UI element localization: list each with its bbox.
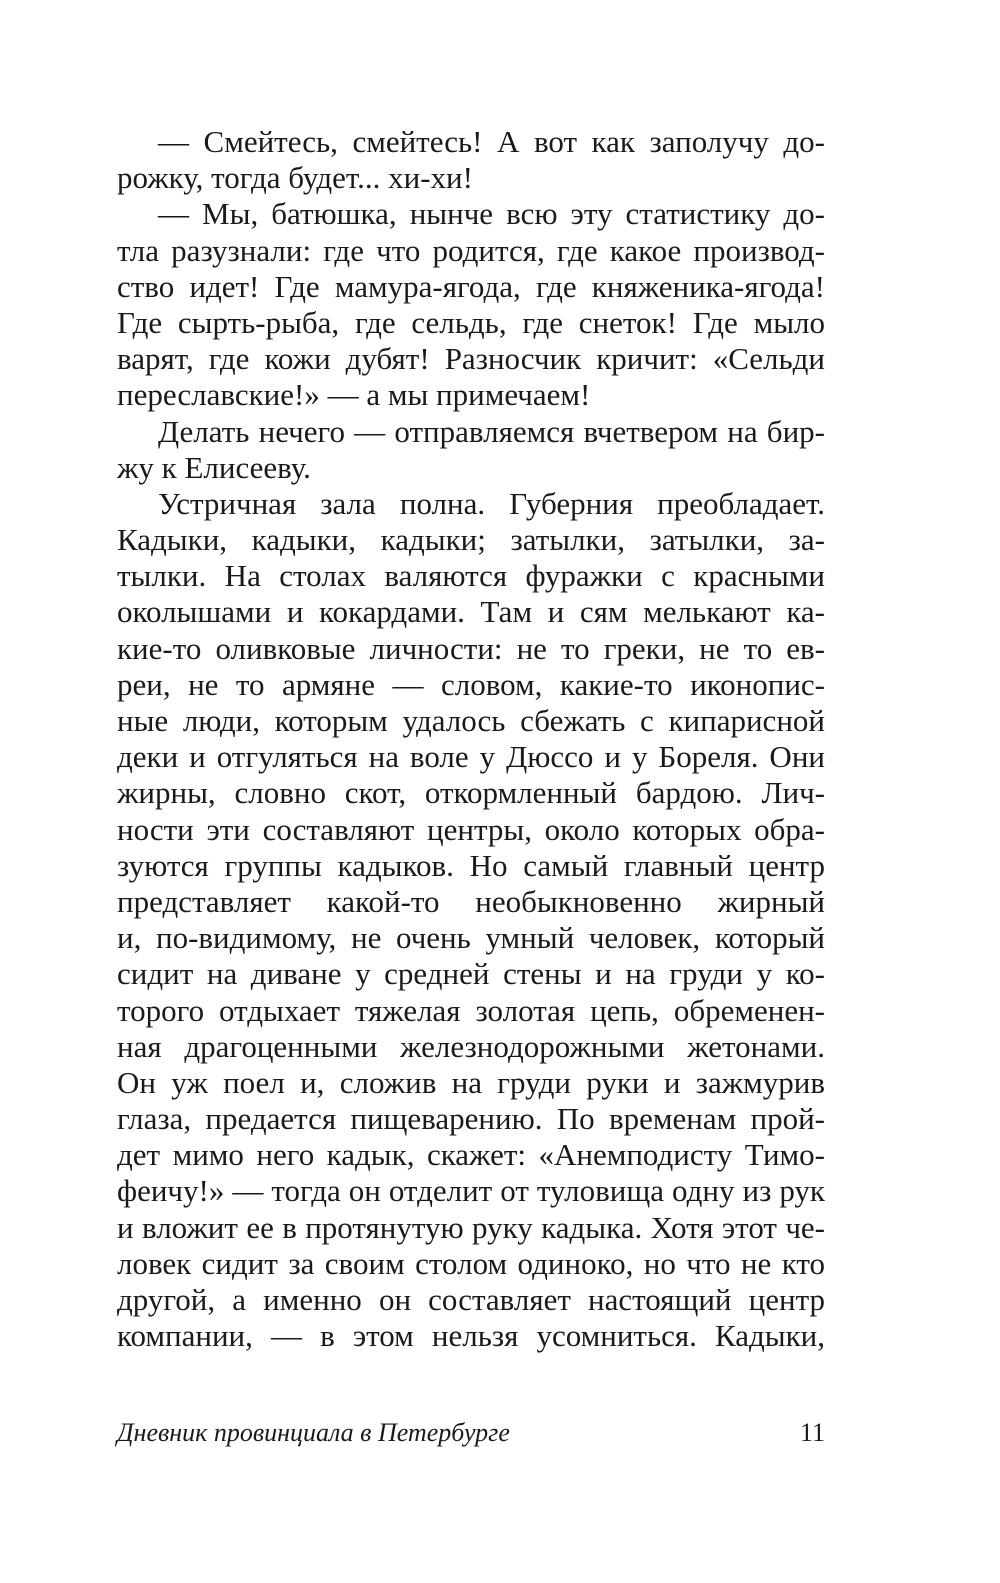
text-line: Он уж поел и, сложив на груди руки и зажмурив — [117, 1064, 825, 1100]
text-line: и, по-видимому, не очень умный человек, который — [117, 920, 825, 956]
page-number: 11 — [799, 1418, 825, 1447]
text-line: зуются группы кадыков. Но самый главный центр — [117, 847, 825, 883]
running-title: Дневник провинциала в Петербурге — [117, 1418, 510, 1447]
text-line: Устричная зала полна. Губерния преобладает. — [158, 485, 825, 521]
text-line: тылки. На столах валяются фуражки с красными — [117, 558, 825, 594]
text-line: жирны, словно скот, откормленный бардою. Лич- — [117, 775, 825, 811]
text-line: компании, — в этом нельзя усомниться. Кадыки, — [117, 1318, 825, 1354]
text-line: рожку, тогда будет... хи-хи! — [117, 160, 473, 196]
text-line: дет мимо него кадык, скажет: «Анемподисту Тимо- — [117, 1137, 825, 1173]
body-text — [117, 124, 825, 1354]
text-line: и вложит ее в протянутую руку кадыка. Хотя этот че- — [117, 1209, 825, 1245]
text-line: ности эти составляют центры, около которых обра- — [117, 811, 825, 847]
text-line: Кадыки, кадыки, кадыки; затылки, затылки, за- — [117, 522, 825, 558]
text-line: — Смейтесь, смейтесь! А вот как заполучу до- — [158, 124, 825, 159]
text-line: тла разузнали: где что родится, где какое производ- — [117, 232, 825, 268]
text-line: ная драгоценными железнодорожными жетонами. — [117, 1028, 825, 1064]
text-line: сидит на диване у средней стены и на груди у ко- — [117, 956, 825, 992]
text-line: ство идет! Где мамура-ягода, где княженика-ягода! — [117, 268, 825, 304]
text-line: варят, где кожи дубят! Разносчик кричит: «Сельди — [117, 341, 825, 377]
text-line: глаза, предается пищеварению. По временам прой- — [117, 1101, 825, 1137]
text-line: представляет какой-то необыкновенно жирный — [117, 883, 825, 919]
text-line: — Мы, батюшка, нынче всю эту статистику до- — [158, 196, 825, 232]
text-line: деки и отгуляться на воле у Дюссо и у Бореля. Они — [117, 739, 825, 775]
text-line: переславские!» — а мы примечаем! — [117, 377, 591, 413]
text-line: ные люди, которым удалось сбежать с кипарисной — [117, 703, 825, 738]
text-line: другой, а именно он составляет настоящий центр — [117, 1282, 825, 1317]
page-footer — [117, 1415, 825, 1451]
text-line: реи, не то армяне — словом, какие-то иконопис- — [117, 666, 825, 702]
text-line: Где сырть-рыба, где сельдь, где снеток! Где мыло — [117, 304, 825, 340]
text-line: торого отдыхает тяжелая золотая цепь, обременен- — [117, 992, 825, 1028]
text-line: околышами и кокардами. Там и сям мелькают ка- — [117, 594, 825, 630]
text-line: ловек сидит за своим столом одиноко, но что не кто — [117, 1245, 825, 1281]
text-line: Делать нечего — отправляемся вчетвером на бир- — [158, 413, 825, 449]
text-line: жу к Елисееву. — [117, 449, 311, 485]
text-line: кие-то оливковые личности: не то греки, не то ев- — [117, 630, 825, 666]
text-line: феичу!» — тогда он отделит от туловища одну из рук — [117, 1173, 825, 1209]
